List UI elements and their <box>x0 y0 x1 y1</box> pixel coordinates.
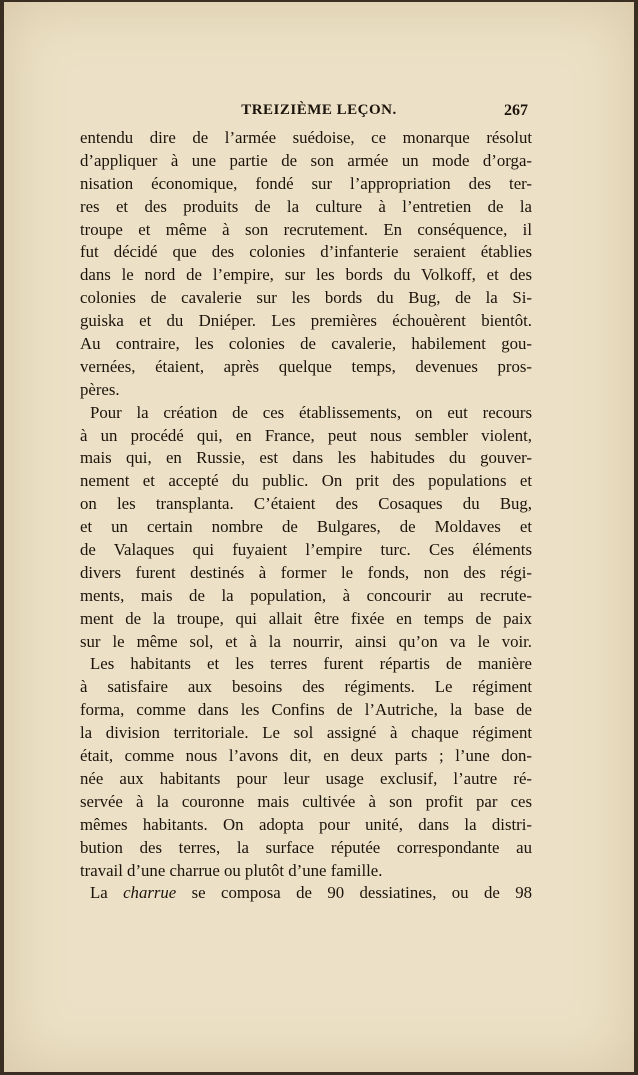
text-line: sur le même sol, et à la nourrir, ainsi qu’on va le voir. <box>80 631 532 651</box>
text-line: bution des terres, la surface réputée correspondante au <box>80 837 532 857</box>
running-head: TREIZIÈME LEÇON. <box>241 102 397 118</box>
text-line: mêmes habitants. On adopta pour unité, dans la distri- <box>80 814 532 834</box>
text-line: d’appliquer à une partie de son armée un mode d’orga- <box>80 150 532 170</box>
text-line: mais qui, en Russie, est dans les habitudes du gouver- <box>80 448 532 468</box>
text-line: vernées, étaient, après quelque temps, devenues pros- <box>80 356 532 376</box>
text-line: ment de la troupe, qui allait être fixée en temps de paix <box>80 608 532 628</box>
text-line: servée à la couronne mais cultivée à son profit par ces <box>80 791 532 811</box>
text-line: nisation économique, fondé sur l’appropriation des ter- <box>80 173 532 193</box>
text-line: et un certain nombre de Bulgares, de Moldaves et <box>80 517 532 537</box>
text-line: était, comme nous l’avons dit, en deux parts ; l’une don- <box>80 746 532 766</box>
text-line: forma, comme dans les Confins de l’Autriche, la base de <box>80 700 532 720</box>
text-line: Au contraire, les colonies de cavalerie, habilement gou- <box>80 334 532 354</box>
final-line-end: se composa de 90 dessiatines, ou de 98 <box>176 883 532 903</box>
text-line: Les habitants et les terres furent répartis de manière <box>90 654 532 674</box>
page-number: 267 <box>504 102 528 119</box>
text-line: guiska et du Dniéper. Les premières échouèrent bientôt. <box>80 311 532 331</box>
text-line: la division territoriale. Le sol assigné à chaque régiment <box>80 723 532 743</box>
text-line: à satisfaire aux besoins des régiments. Le régiment <box>80 677 532 697</box>
text-line: dans le nord de l’empire, sur les bords du Volkoff, et des <box>80 265 532 285</box>
text-line: pères. <box>80 379 120 399</box>
body-text <box>80 127 532 905</box>
text-line: ments, mais de la population, à concourir au recrute- <box>80 585 532 605</box>
text-line: entendu dire de l’armée suédoise, ce monarque résolut <box>80 128 532 147</box>
page-header <box>0 98 638 122</box>
text-line: née aux habitants pour leur usage exclusif, l’autre ré- <box>80 768 532 788</box>
text-line: à un procédé qui, en France, peut nous sembler violent, <box>80 425 532 445</box>
text-line: troupe et même à son recrutement. En conséquence, il <box>80 219 532 239</box>
text-line: nement et accepté du public. On prit des populations et <box>80 471 532 491</box>
text-line: travail d’une charrue ou plutôt d’une famille. <box>80 860 383 880</box>
text-line: colonies de cavalerie sur les bords du Bug, de la Si- <box>80 288 532 308</box>
text-line-final <box>80 882 532 905</box>
text-line: de Valaques qui fuyaient l’empire turc. Ces éléments <box>80 540 532 560</box>
text-line: divers furent destinés à former le fonds, non des régi- <box>80 562 532 582</box>
text-line: on les transplanta. C’étaient des Cosaques du Bug, <box>80 494 532 514</box>
final-line-start: La <box>90 883 124 903</box>
italic-term-charrue: charrue <box>123 883 177 903</box>
text-line: res et des produits de la culture à l’entretien de la <box>80 196 532 216</box>
text-line: fut décidé que des colonies d’infanterie seraient établies <box>80 242 532 262</box>
text-line: Pour la création de ces établissements, on eut recours <box>90 402 532 422</box>
